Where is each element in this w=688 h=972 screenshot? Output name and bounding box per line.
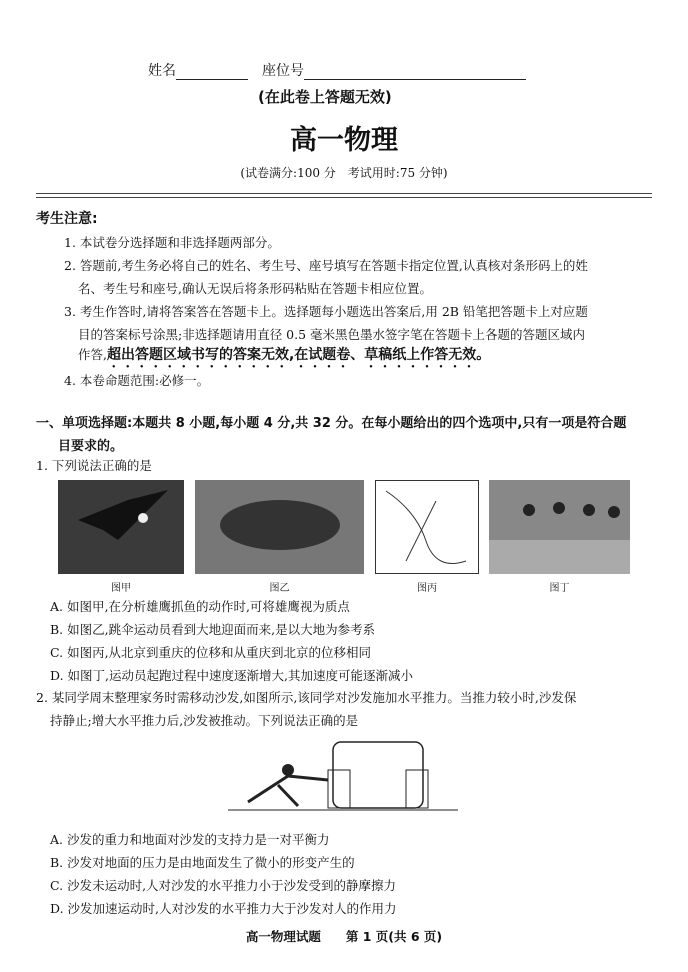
q2-option-a: A. 沙发的重力和地面对沙发的支持力是一对平衡力 xyxy=(50,832,330,847)
section-heading-cont: 目要求的。 xyxy=(58,439,124,454)
notice-item: 1. 本试卷分选择题和非选择题两部分。 xyxy=(64,235,280,250)
subtitle: (试卷满分:100 分 考试用时:75 分钟) xyxy=(240,166,448,180)
invalid-note: (在此卷上答题无效) xyxy=(258,88,392,106)
sprinters-image xyxy=(489,480,630,574)
caption-bing: 图丙 xyxy=(417,583,437,594)
name-blank xyxy=(176,65,248,80)
sofa-push-image xyxy=(228,740,458,820)
notice-item: 3. 考生作答时,请将答案答在答题卡上。选择题每小题选出答案后,用 2B 铅笔把答题卡上对应题 xyxy=(64,304,588,319)
name-field xyxy=(148,60,526,80)
notice-text: 作答, xyxy=(78,347,107,362)
q1-option-b: B. 如图乙,跳伞运动员看到大地迎面而来,是以大地为参考系 xyxy=(50,622,376,637)
q2-stem-cont: 持静止;增大水平推力后,沙发被推动。下列说法正确的是 xyxy=(50,713,359,728)
q1-stem: 1. 下列说法正确的是 xyxy=(36,458,152,473)
notice-item xyxy=(78,344,490,371)
q2-stem: 2. 某同学周末整理家务时需移动沙发,如图所示,该同学对沙发施加水平推力。当推力较小时,沙发保 xyxy=(36,690,577,705)
section-heading: 一、单项选择题:本题共 8 小题,每小题 4 分,共 32 分。在每小题给出的四个选项中,只有一项是符合题 xyxy=(36,416,627,431)
notice-heading: 考生注意: xyxy=(36,211,98,227)
divider xyxy=(36,193,652,194)
map-image xyxy=(375,480,479,574)
notice-item: 目的答案标号涂黑;非选择题请用直径 0.5 毫米黑色墨水签字笔在答题卡上各题的答题区域内 xyxy=(78,327,586,342)
page-title: 高一物理 xyxy=(290,125,398,156)
skydivers-image xyxy=(195,480,364,574)
q2-option-d: D. 沙发加速运动时,人对沙发的水平推力大于沙发对人的作用力 xyxy=(50,901,397,916)
notice-emphasis: 超出答题区域书写的答案无效,在试题卷、草稿纸上作答无效。 xyxy=(106,347,491,363)
divider xyxy=(36,197,652,198)
name-label: 姓名 xyxy=(148,63,176,79)
q2-option-b: B. 沙发对地面的压力是由地面发生了微小的形变产生的 xyxy=(50,855,355,870)
notice-item: 4. 本卷命题范围:必修一。 xyxy=(64,373,210,388)
q1-option-d: D. 如图丁,运动员起跑过程中速度逐渐增大,其加速度可能逐渐减小 xyxy=(50,668,413,683)
notice-item: 名、考生号和座号,确认无误后将条形码粘贴在答题卡相应位置。 xyxy=(78,281,432,296)
q2-option-c: C. 沙发未运动时,人对沙发的水平推力小于沙发受到的静摩擦力 xyxy=(50,878,397,893)
q1-option-a: A. 如图甲,在分析雄鹰抓鱼的动作时,可将雄鹰视为质点 xyxy=(50,599,350,614)
notice-item: 2. 答题前,考生务必将自己的姓名、考生号、座号填写在答题卡指定位置,认真核对条形码上的姓 xyxy=(64,258,588,273)
seat-blank xyxy=(304,65,526,80)
caption-yi: 图乙 xyxy=(269,583,290,594)
caption-jia: 图甲 xyxy=(111,583,131,594)
caption-ding: 图丁 xyxy=(549,583,570,594)
page-footer: 高一物理试题 第 1 页(共 6 页) xyxy=(245,929,443,944)
q1-option-c: C. 如图丙,从北京到重庆的位移和从重庆到北京的位移相同 xyxy=(50,645,372,660)
seat-label: 座位号 xyxy=(262,63,304,79)
eagle-image xyxy=(58,480,184,574)
